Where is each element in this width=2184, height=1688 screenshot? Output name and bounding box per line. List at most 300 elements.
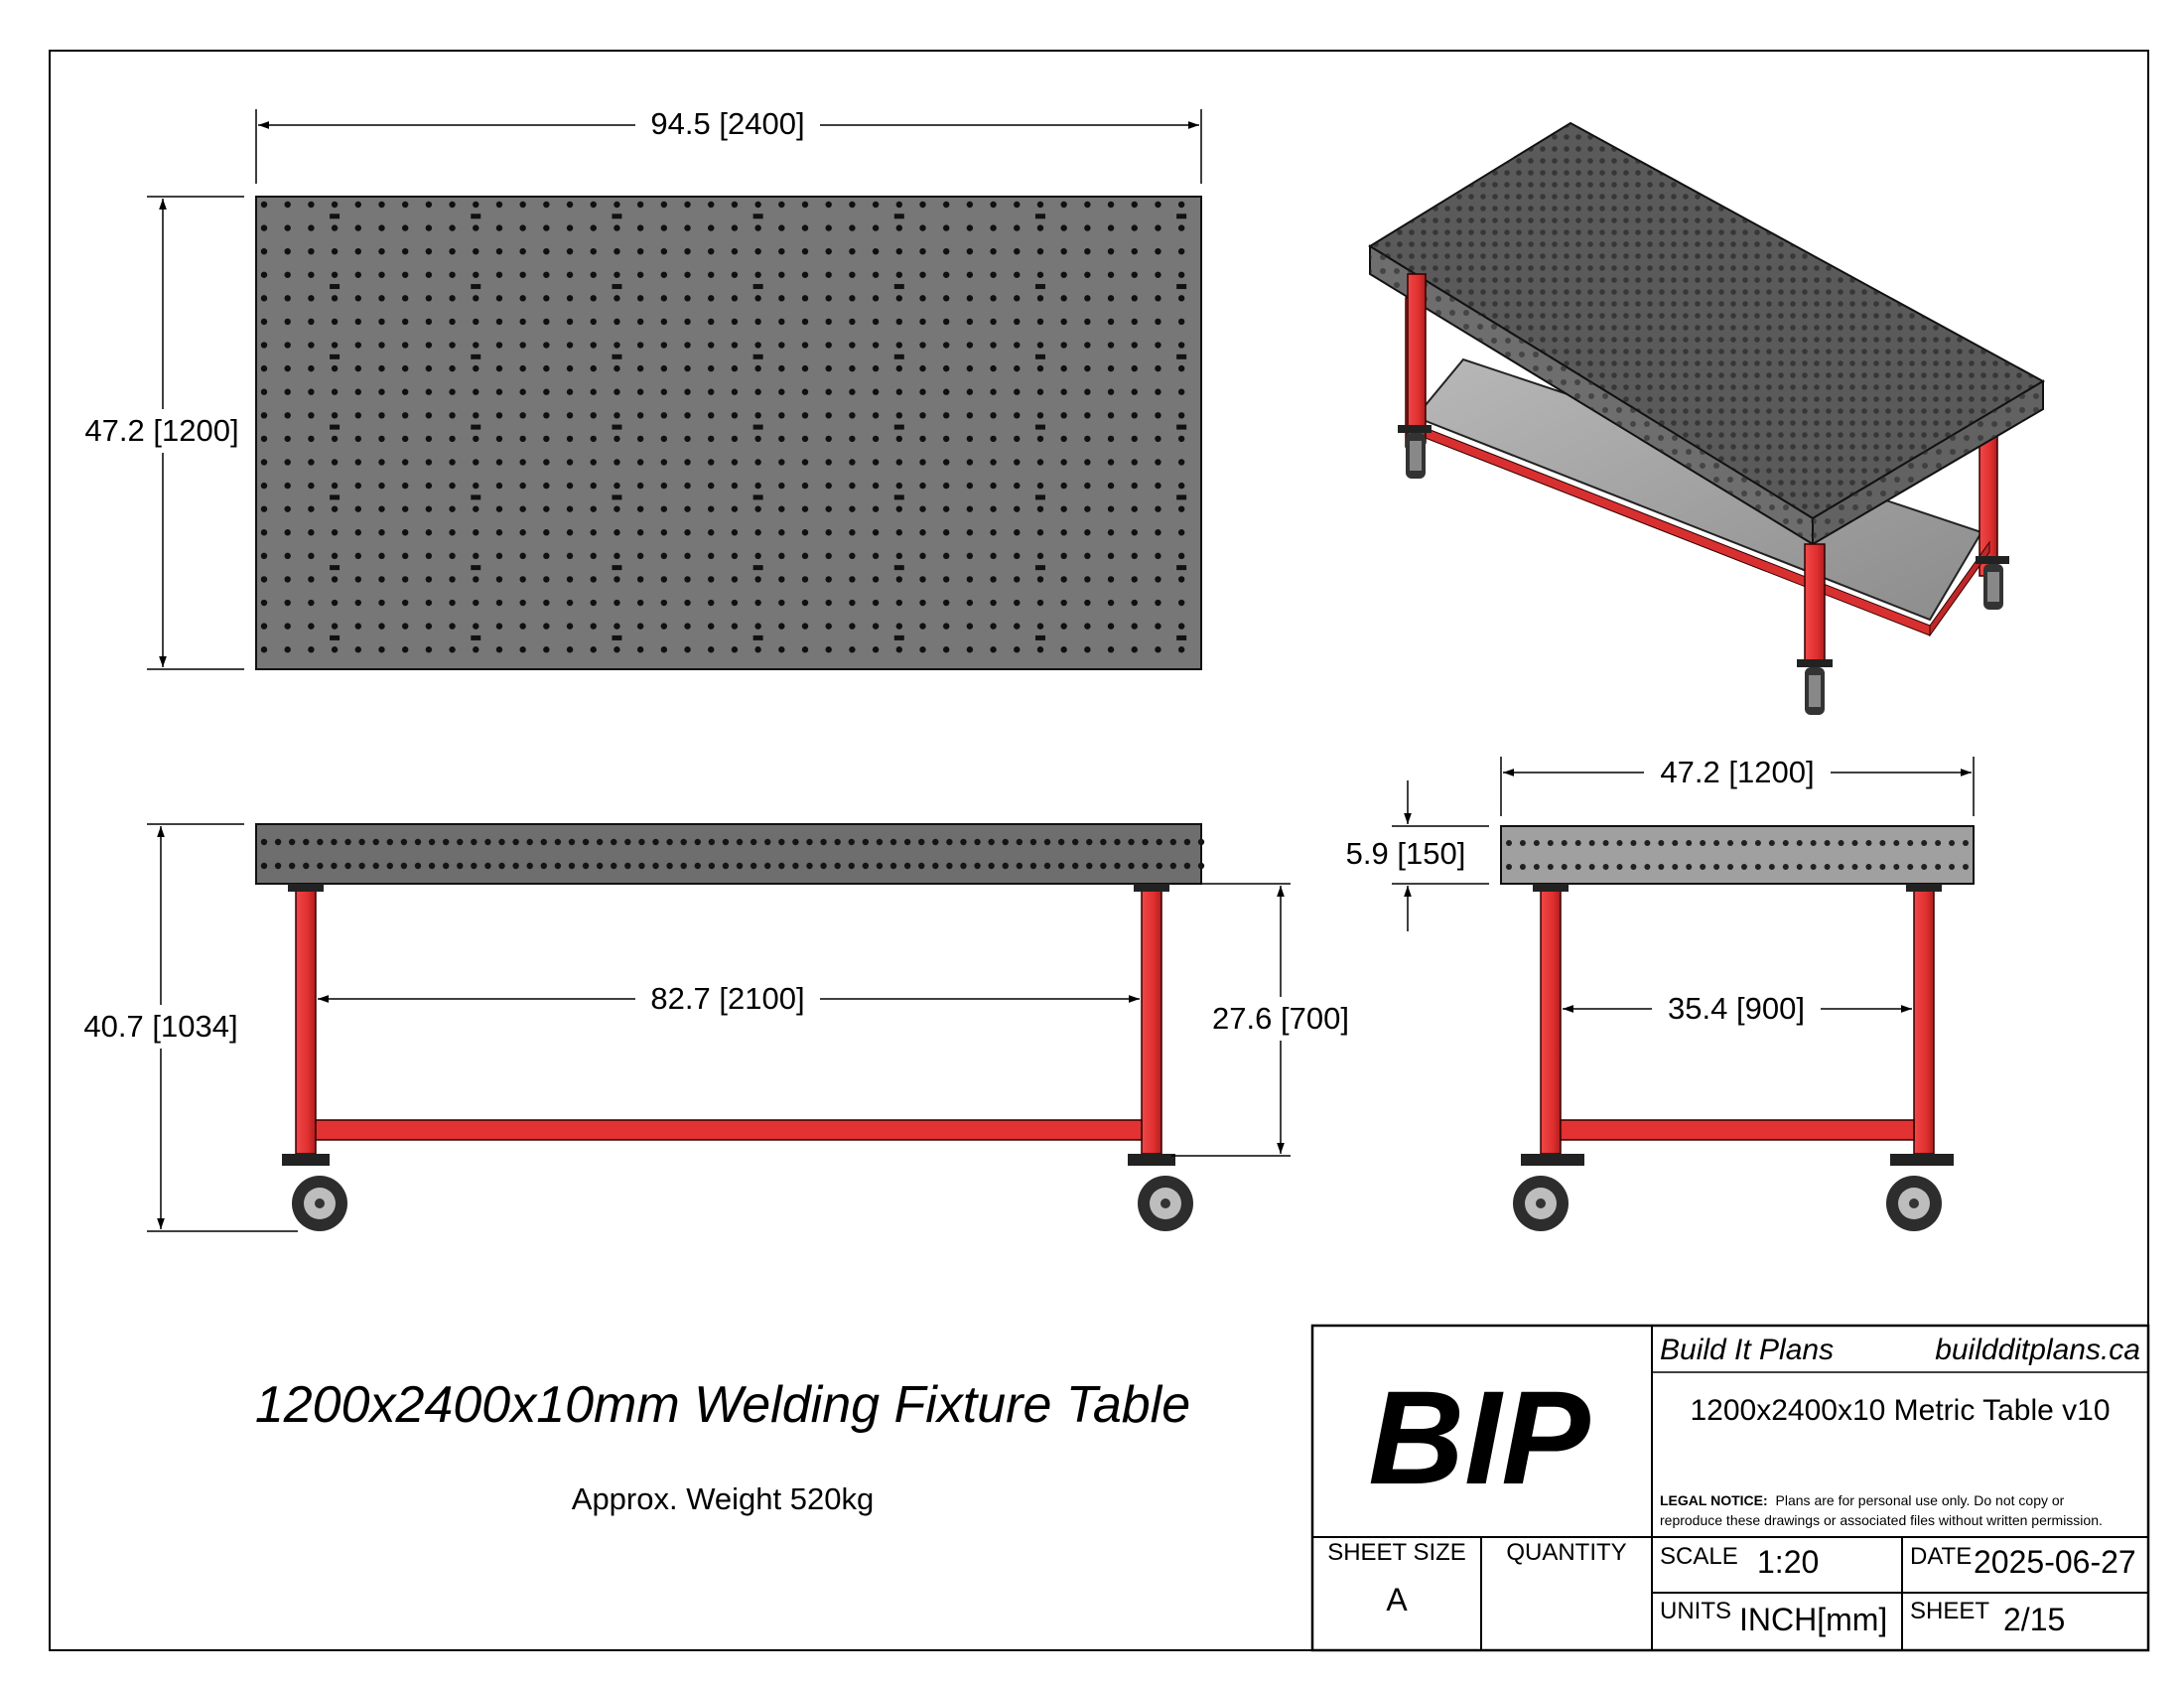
units-value: INCH[mm] (1739, 1602, 1888, 1637)
fixture-hole (849, 436, 855, 442)
fixture-hole (1132, 365, 1138, 371)
fixture-hole (473, 342, 478, 348)
fixture-hole (1132, 436, 1138, 442)
fixture-hole (919, 342, 925, 348)
fixture-hole (284, 529, 290, 535)
fixture-hole (1132, 202, 1138, 208)
fixture-hole (541, 839, 547, 845)
fixture-hole (591, 365, 597, 371)
fixture-hole (754, 623, 760, 629)
fixture-hole (732, 553, 738, 559)
fixture-hole (637, 505, 643, 511)
fixture-hole (1132, 224, 1138, 230)
fixture-hole (988, 839, 994, 845)
fixture-hole (543, 529, 549, 535)
fixture-hole (567, 623, 573, 629)
fixture-slot (330, 635, 340, 640)
fixture-hole (261, 412, 267, 418)
fixture-hole (802, 646, 808, 652)
fixture-hole (826, 412, 832, 418)
legal-notice-heading: LEGAL NOTICE: (1660, 1492, 1768, 1508)
fixture-hole (496, 483, 502, 489)
fixture-hole (1014, 505, 1020, 511)
fixture-hole (426, 646, 432, 652)
fixture-hole (1108, 202, 1114, 208)
fixture-hole (967, 272, 973, 278)
fixture-hole (1084, 365, 1090, 371)
fixture-hole (684, 412, 690, 418)
fixture-hole (684, 505, 690, 511)
side-table-top (1501, 826, 1974, 884)
fixture-hole (1921, 864, 1927, 870)
fixture-hole (567, 646, 573, 652)
fixture-hole (1037, 412, 1043, 418)
fixture-hole (261, 553, 267, 559)
fixture-hole (614, 342, 619, 348)
fixture-hole (754, 505, 760, 511)
fixture-hole (496, 389, 502, 395)
fixture-hole (751, 839, 756, 845)
fixture-hole (637, 459, 643, 465)
fixture-hole (802, 248, 808, 254)
fixture-hole (567, 529, 573, 535)
fixture-hole (661, 342, 667, 348)
fixture-hole (1037, 224, 1043, 230)
fixture-hole (967, 365, 973, 371)
fixture-hole (1672, 840, 1678, 846)
fixture-hole (1907, 840, 1913, 846)
fixture-hole (1935, 864, 1941, 870)
fixture-hole (1155, 272, 1160, 278)
fixture-hole (496, 623, 502, 629)
fixture-hole (303, 863, 309, 869)
fixture-hole (1037, 553, 1043, 559)
fixture-hole (967, 600, 973, 606)
fixture-hole (449, 553, 455, 559)
fixture-hole (543, 483, 549, 489)
fixture-hole (873, 224, 879, 230)
fixture-hole (402, 529, 408, 535)
fixture-slot (330, 565, 340, 570)
fixture-hole (1963, 840, 1969, 846)
fixture-hole (1198, 863, 1204, 869)
fixture-hole (849, 342, 855, 348)
fixture-hole (896, 342, 902, 348)
fixture-hole (355, 202, 361, 208)
fixture-hole (378, 272, 384, 278)
fixture-hole (614, 459, 619, 465)
fixture-hole (519, 295, 525, 301)
fixture-hole (1084, 623, 1090, 629)
fixture-hole (449, 248, 455, 254)
fixture-hole (1963, 864, 1969, 870)
fixture-hole (1014, 224, 1020, 230)
fixture-hole (1178, 389, 1184, 395)
fixture-hole (1108, 459, 1114, 465)
fixture-hole (918, 839, 924, 845)
fixture-slot (1176, 635, 1186, 640)
fixture-hole (1155, 576, 1160, 582)
fixture-hole (873, 459, 879, 465)
fixture-hole (1108, 529, 1114, 535)
fixture-hole (778, 389, 784, 395)
fixture-hole (1014, 529, 1020, 535)
fixture-hole (1155, 412, 1160, 418)
fixture-hole (614, 412, 619, 418)
fixture-hole (732, 459, 738, 465)
fixture-hole (261, 272, 267, 278)
fixture-hole (614, 483, 619, 489)
fixture-hole (426, 365, 432, 371)
fixture-hole (355, 529, 361, 535)
top-width-label: 94.5 [2400] (650, 106, 805, 141)
fixture-hole (778, 839, 784, 845)
fixture-hole (429, 863, 435, 869)
fixture-hole (378, 505, 384, 511)
front-bottom-rail (316, 1120, 1142, 1140)
fixture-hole (1811, 864, 1817, 870)
fixture-hole (802, 412, 808, 418)
fixture-hole (543, 295, 549, 301)
fixture-hole (1562, 840, 1568, 846)
fixture-hole (449, 342, 455, 348)
fixture-hole (1797, 840, 1803, 846)
fixture-hole (896, 529, 902, 535)
company-logo: BIP (1368, 1364, 1590, 1512)
fixture-hole (684, 295, 690, 301)
fixture-hole (826, 272, 832, 278)
fixture-hole (543, 365, 549, 371)
fixture-hole (732, 365, 738, 371)
fixture-hole (684, 224, 690, 230)
fixture-hole (967, 319, 973, 325)
fixture-slot (1176, 284, 1186, 289)
fixture-hole (919, 272, 925, 278)
fixture-hole (637, 623, 643, 629)
fixture-hole (1155, 389, 1160, 395)
fixture-hole (614, 248, 619, 254)
fixture-hole (614, 224, 619, 230)
fixture-hole (543, 412, 549, 418)
fixture-hole (849, 863, 855, 869)
fixture-hole (358, 863, 364, 869)
fixture-hole (1178, 319, 1184, 325)
fixture-hole (708, 272, 714, 278)
fixture-hole (826, 483, 832, 489)
fixture-hole (1037, 389, 1043, 395)
fixture-slot (894, 213, 904, 218)
fixture-hole (1155, 623, 1160, 629)
side-width-label: 47.2 [1200] (1660, 755, 1815, 789)
fixture-hole (778, 412, 784, 418)
fixture-hole (684, 365, 690, 371)
fixture-hole (449, 623, 455, 629)
fixture-hole (708, 295, 714, 301)
fixture-hole (1520, 864, 1526, 870)
fixture-slot (471, 565, 480, 570)
fixture-hole (591, 459, 597, 465)
fixture-hole (332, 342, 338, 348)
fixture-hole (873, 412, 879, 418)
fixture-hole (624, 863, 630, 869)
fixture-hole (1037, 623, 1043, 629)
fixture-hole (332, 224, 338, 230)
fixture-hole (918, 863, 924, 869)
fixture-hole (496, 319, 502, 325)
fixture-hole (919, 412, 925, 418)
fixture-hole (1132, 600, 1138, 606)
fixture-hole (1114, 863, 1120, 869)
fixture-hole (496, 436, 502, 442)
fixture-hole (378, 365, 384, 371)
fixture-hole (778, 863, 784, 869)
fixture-slot (1035, 354, 1045, 359)
fixture-hole (637, 483, 643, 489)
fixture-hole (802, 529, 808, 535)
fixture-hole (284, 412, 290, 418)
fixture-hole (614, 389, 619, 395)
fixture-hole (355, 459, 361, 465)
fixture-hole (932, 839, 938, 845)
fixture-hole (261, 623, 267, 629)
fixture-hole (1630, 864, 1636, 870)
fixture-hole (355, 319, 361, 325)
fixture-hole (496, 412, 502, 418)
fixture-hole (308, 319, 314, 325)
fixture-hole (284, 459, 290, 465)
fixture-hole (960, 839, 966, 845)
side-view (1334, 751, 1974, 1231)
fixture-hole (473, 412, 478, 418)
fixture-hole (473, 202, 478, 208)
fixture-hole (1178, 202, 1184, 208)
fixture-hole (402, 412, 408, 418)
fixture-hole (751, 863, 756, 869)
fixture-hole (826, 319, 832, 325)
fixture-hole (1014, 436, 1020, 442)
fixture-hole (284, 342, 290, 348)
fixture-hole (661, 505, 667, 511)
fixture-hole (527, 863, 533, 869)
fixture-hole (1108, 319, 1114, 325)
fixture-hole (1506, 840, 1512, 846)
fixture-hole (661, 224, 667, 230)
fixture-hole (684, 342, 690, 348)
fixture-hole (1084, 646, 1090, 652)
fixture-hole (284, 389, 290, 395)
fixture-hole (873, 646, 879, 652)
fixture-hole (449, 319, 455, 325)
fixture-hole (684, 600, 690, 606)
fixture-slot (753, 213, 763, 218)
side-leg-right (1914, 884, 1934, 1154)
fixture-hole (261, 529, 267, 535)
fixture-hole (426, 342, 432, 348)
fixture-hole (1084, 553, 1090, 559)
fixture-hole (802, 505, 808, 511)
fixture-hole (332, 576, 338, 582)
fixture-hole (567, 389, 573, 395)
fixture-hole (519, 576, 525, 582)
fixture-hole (1060, 295, 1066, 301)
fixture-hole (402, 272, 408, 278)
fixture-hole (614, 295, 619, 301)
fixture-hole (826, 600, 832, 606)
fixture-hole (826, 248, 832, 254)
fixture-hole (802, 224, 808, 230)
fixture-hole (960, 863, 966, 869)
fixture-hole (1825, 864, 1831, 870)
scale-value: 1:20 (1757, 1544, 1820, 1580)
fixture-hole (1700, 864, 1706, 870)
fixture-hole (308, 412, 314, 418)
fixture-hole (449, 389, 455, 395)
fixture-hole (1017, 839, 1023, 845)
fixture-hole (1060, 319, 1066, 325)
fixture-hole (415, 839, 421, 845)
fixture-hole (1100, 839, 1106, 845)
fixture-hole (1037, 272, 1043, 278)
fixture-hole (1084, 483, 1090, 489)
fixture-hole (1084, 436, 1090, 442)
fixture-hole (778, 505, 784, 511)
fixture-slot (894, 494, 904, 499)
fixture-hole (426, 483, 432, 489)
fixture-hole (967, 623, 973, 629)
fixture-hole (684, 272, 690, 278)
front-leg-pad-right (1134, 884, 1169, 892)
fixture-hole (806, 863, 812, 869)
fixture-hole (849, 646, 855, 652)
fixture-hole (1060, 459, 1066, 465)
fixture-slot (894, 354, 904, 359)
fixture-hole (1893, 840, 1899, 846)
fixture-slot (1176, 494, 1186, 499)
fixture-hole (1132, 248, 1138, 254)
fixture-hole (802, 600, 808, 606)
fixture-hole (473, 319, 478, 325)
fixture-hole (778, 436, 784, 442)
fixture-hole (1755, 864, 1761, 870)
fixture-hole (1108, 646, 1114, 652)
fixture-hole (1155, 295, 1160, 301)
fixture-hole (661, 623, 667, 629)
fixture-hole (471, 839, 477, 845)
fixture-hole (387, 863, 393, 869)
fixture-slot (1035, 635, 1045, 640)
fixture-hole (754, 436, 760, 442)
fixture-hole (1037, 529, 1043, 535)
fixture-hole (1108, 436, 1114, 442)
fixture-hole (543, 202, 549, 208)
fixture-hole (378, 646, 384, 652)
fixture-hole (332, 459, 338, 465)
fixture-hole (261, 295, 267, 301)
fixture-hole (496, 272, 502, 278)
fixture-hole (661, 389, 667, 395)
fixture-hole (873, 248, 879, 254)
fixture-hole (543, 623, 549, 629)
fixture-hole (426, 248, 432, 254)
fixture-slot (471, 354, 480, 359)
fixture-hole (708, 529, 714, 535)
fixture-slot (330, 213, 340, 218)
fixture-hole (896, 436, 902, 442)
fixture-hole (332, 600, 338, 606)
fixture-hole (967, 459, 973, 465)
fixture-hole (802, 483, 808, 489)
fixture-hole (943, 248, 949, 254)
legal-notice-line-2: reproduce these drawings or associated files without written permission. (1660, 1512, 2103, 1528)
fixture-hole (754, 459, 760, 465)
fixture-hole (449, 272, 455, 278)
fixture-hole (661, 483, 667, 489)
fixture-hole (990, 623, 996, 629)
fixture-hole (896, 412, 902, 418)
fixture-slot (894, 425, 904, 430)
top-view-table-top (256, 197, 1201, 669)
fixture-hole (1155, 553, 1160, 559)
fixture-hole (967, 342, 973, 348)
fixture-hole (1084, 576, 1090, 582)
fixture-hole (1084, 224, 1090, 230)
fixture-hole (591, 505, 597, 511)
iso-leg-front-right (1805, 544, 1825, 663)
fixture-hole (471, 863, 477, 869)
fixture-hole (732, 505, 738, 511)
fixture-hole (1060, 389, 1066, 395)
fixture-hole (637, 342, 643, 348)
front-leg-left (296, 884, 316, 1154)
fixture-slot (1035, 425, 1045, 430)
fixture-hole (896, 365, 902, 371)
fixture-hole (261, 839, 267, 845)
fixture-hole (1142, 863, 1148, 869)
fixture-hole (873, 319, 879, 325)
fixture-hole (378, 459, 384, 465)
fixture-hole (284, 202, 290, 208)
fixture-hole (1017, 863, 1023, 869)
fixture-hole (1030, 863, 1036, 869)
fixture-hole (1084, 202, 1090, 208)
fixture-hole (919, 483, 925, 489)
fixture-hole (732, 436, 738, 442)
fixture-hole (308, 600, 314, 606)
fixture-hole (378, 319, 384, 325)
fixture-hole (1037, 505, 1043, 511)
fixture-hole (990, 600, 996, 606)
fixture-hole (732, 646, 738, 652)
fixture-hole (402, 600, 408, 606)
fixture-hole (567, 483, 573, 489)
fixture-hole (732, 272, 738, 278)
fixture-slot (471, 213, 480, 218)
fixture-hole (778, 319, 784, 325)
side-leg-pad-right (1906, 884, 1942, 892)
fixture-hole (275, 863, 281, 869)
fixture-hole (378, 342, 384, 348)
fixture-hole (967, 389, 973, 395)
fixture-hole (1184, 863, 1190, 869)
fixture-hole (684, 483, 690, 489)
fixture-hole (637, 295, 643, 301)
fixture-hole (896, 483, 902, 489)
fixture-hole (614, 529, 619, 535)
fixture-hole (877, 839, 883, 845)
fixture-hole (1589, 840, 1595, 846)
front-height-label: 40.7 [1034] (83, 1009, 238, 1044)
fixture-hole (543, 600, 549, 606)
